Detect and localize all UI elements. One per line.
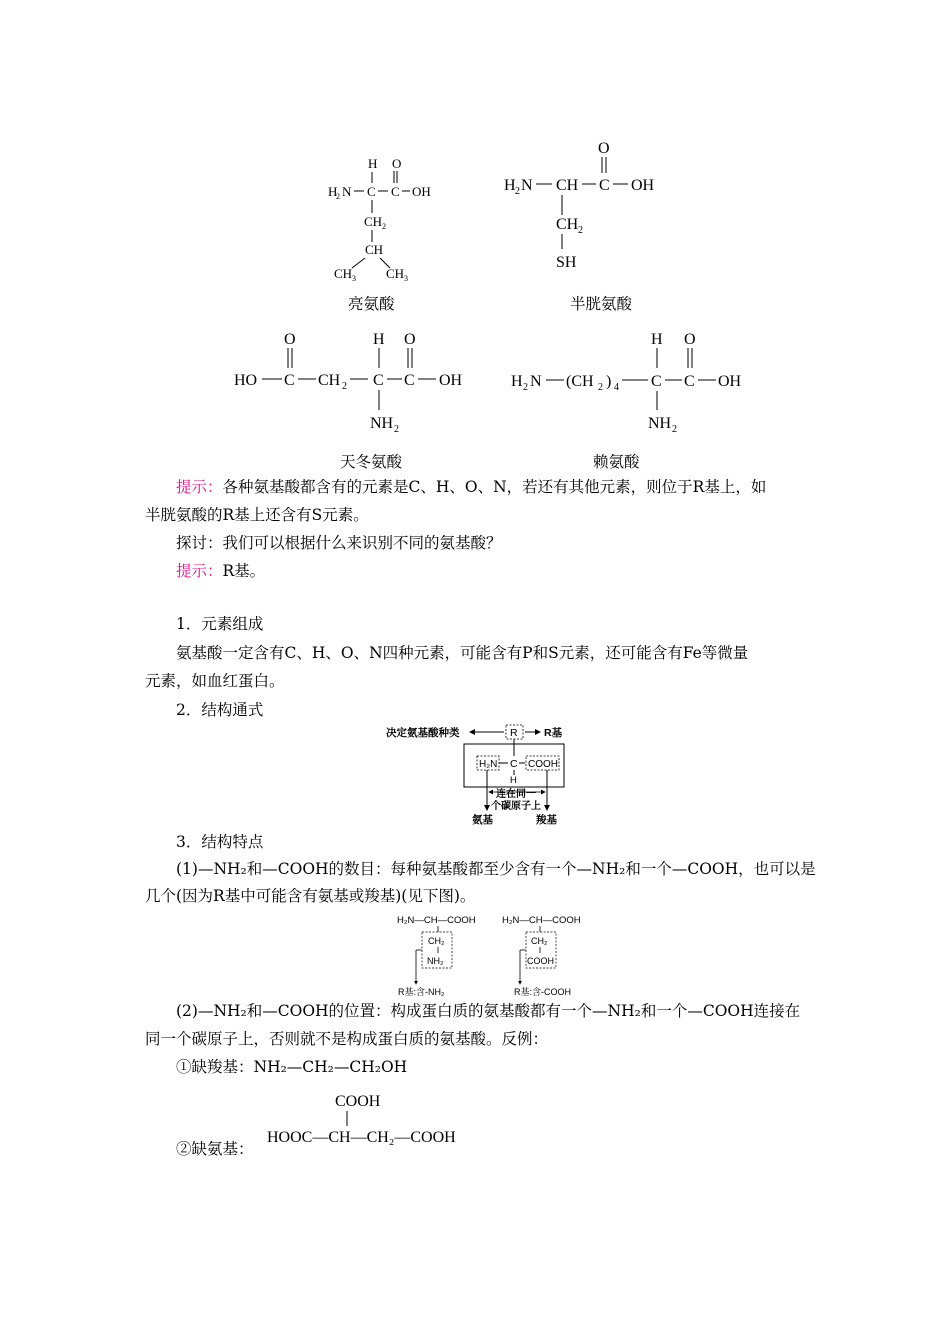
diagram-c: C (510, 758, 518, 770)
hint-label: 提示： (176, 478, 223, 496)
section3-p1-line1: (1)—NH₂和—COOH的数目：每种氨基酸都至少含有一个—NH₂和一个—COOH，也可以是 (176, 860, 816, 878)
lysine-name: 赖氨酸 (593, 453, 640, 471)
general-structure-diagram (384, 722, 584, 828)
svg-text:H: H (504, 177, 516, 194)
svg-text:NH: NH (370, 415, 394, 432)
svg-text:H: H (368, 156, 378, 171)
svg-text:3: 3 (352, 274, 356, 283)
fig-right-label: R基:含-COOH (514, 987, 571, 997)
section2-heading: 2．结构通式 (176, 701, 264, 719)
svg-text:CH: CH (318, 372, 341, 389)
svg-text:CH: CH (386, 266, 405, 281)
diagram-mid-label2: 个碳原子上 (491, 801, 541, 812)
fig-right-r: COOH (527, 956, 554, 966)
svg-text:OH: OH (412, 184, 431, 199)
svg-text:HO: HO (234, 372, 258, 389)
aspartic-name: 天冬氨酸 (340, 453, 403, 471)
svg-text:SH: SH (556, 254, 577, 271)
section3-p2-line2: 同一个碳原子上，否则就不是构成蛋白质的氨基酸。反例： (145, 1030, 549, 1048)
fig-left-top: H₂N—CH—COOH (397, 915, 476, 926)
section1-heading: 1．元素组成 (176, 615, 264, 633)
example2-label: ②缺氨基： (176, 1140, 254, 1158)
svg-text:C: C (651, 373, 662, 390)
diagram-cooh: COOH (528, 759, 558, 770)
hint-text-line1: 各种氨基酸都含有的元素是C、H、O、N，若还有其他元素，则位于R基上，如 (222, 478, 767, 496)
section1-line1: 氨基酸一定含有C、H、O、N四种元素，可能含有P和S元素，还可能含有Fe等微量 (176, 644, 749, 662)
hint-text-line2: 半胱氨酸的R基上还含有S元素。 (145, 506, 369, 524)
svg-text:2: 2 (515, 186, 520, 197)
hint-paragraph (176, 474, 766, 500)
cysteine-name: 半胱氨酸 (570, 295, 633, 313)
svg-text:O: O (684, 331, 696, 348)
diagram-r-label: R基 (544, 727, 563, 739)
svg-text:OH: OH (631, 177, 655, 194)
fig-right-ch2: CH₂ (531, 936, 548, 946)
svg-text:CH: CH (365, 242, 384, 257)
svg-text:2: 2 (523, 382, 528, 393)
fig-left-label: R基:含-NH₂ (398, 987, 445, 997)
section1-line2: 元素，如血红蛋白。 (145, 672, 285, 690)
svg-text:C: C (367, 184, 376, 199)
fig-left-r: NH₂ (427, 956, 444, 966)
svg-text:2: 2 (336, 192, 340, 201)
svg-text:C: C (599, 177, 610, 194)
svg-text:CH: CH (556, 216, 579, 233)
question-text: 探讨：我们可以根据什么来识别不同的氨基酸？ (176, 534, 502, 552)
leucine-name: 亮氨酸 (348, 295, 395, 313)
svg-text:C: C (373, 372, 384, 389)
svg-text:NH: NH (648, 415, 672, 432)
svg-text:O: O (404, 331, 416, 348)
svg-text:2: 2 (342, 381, 347, 392)
svg-text:N: N (521, 177, 533, 194)
diagram-nh2: H₂N (479, 759, 498, 770)
section3-p1-line2: 几个(因为R基中可能含有氨基或羧基)(见下图)。 (145, 887, 476, 905)
svg-text:C: C (404, 372, 415, 389)
svg-text:H: H (511, 373, 523, 390)
svg-text:OH: OH (439, 372, 463, 389)
svg-text:3: 3 (404, 274, 408, 283)
svg-text:O: O (284, 331, 296, 348)
hint2-text: R基。 (222, 562, 266, 580)
section3-heading: 3．结构特点 (176, 833, 264, 851)
svg-text:N: N (530, 373, 542, 390)
hint2-paragraph (176, 558, 265, 584)
diagram-mid-label1: 连在同一 (496, 789, 536, 800)
svg-text:2: 2 (382, 222, 386, 231)
svg-text:4: 4 (614, 382, 619, 393)
svg-text:CH: CH (364, 214, 383, 229)
diagram-top-label: 决定氨基酸种类 (386, 727, 460, 739)
diagram-h: H (510, 775, 517, 786)
svg-text:H: H (328, 184, 338, 199)
cysteine-structure (500, 135, 670, 275)
example2-top: COOH (335, 1093, 381, 1110)
svg-text:O: O (392, 156, 402, 171)
svg-text:2: 2 (394, 424, 399, 435)
leucine-structure (320, 150, 450, 285)
lysine-structure (508, 328, 758, 443)
hint2-label: 提示： (176, 562, 223, 580)
svg-text:2: 2 (598, 382, 603, 393)
svg-text:C: C (391, 184, 400, 199)
svg-text:OH: OH (718, 373, 742, 390)
svg-text:H: H (651, 331, 663, 348)
aspartic-structure (232, 328, 482, 443)
svg-text:CH: CH (334, 266, 353, 281)
diagram-r: R (510, 727, 518, 739)
svg-text:CH: CH (556, 177, 579, 194)
example2-structure (265, 1086, 485, 1152)
example2-main: HOOC—CH—CH₂—COOH (267, 1129, 456, 1146)
section3-p2-line1: (2)—NH₂和—COOH的位置：构成蛋白质的氨基酸都有一个—NH₂和一个—COOH连接在 (176, 1002, 801, 1020)
svg-text:): ) (606, 373, 612, 390)
fig-right-top: H₂N—CH—COOH (502, 915, 581, 926)
svg-text:2: 2 (672, 424, 677, 435)
fig-left-ch2: CH₂ (428, 936, 445, 946)
diagram-carboxyl-label: 羧基 (536, 814, 557, 826)
svg-text:H: H (373, 331, 385, 348)
svg-text:C: C (684, 373, 695, 390)
svg-text:N: N (342, 184, 352, 199)
svg-text:(CH: (CH (566, 373, 594, 390)
r-group-examples-figure (394, 910, 594, 998)
svg-text:O: O (598, 140, 610, 157)
diagram-amino-label: 氨基 (472, 814, 493, 826)
svg-text:2: 2 (578, 225, 583, 236)
svg-text:C: C (284, 372, 295, 389)
example1: ①缺羧基：NH₂—CH₂—CH₂OH (176, 1058, 408, 1076)
